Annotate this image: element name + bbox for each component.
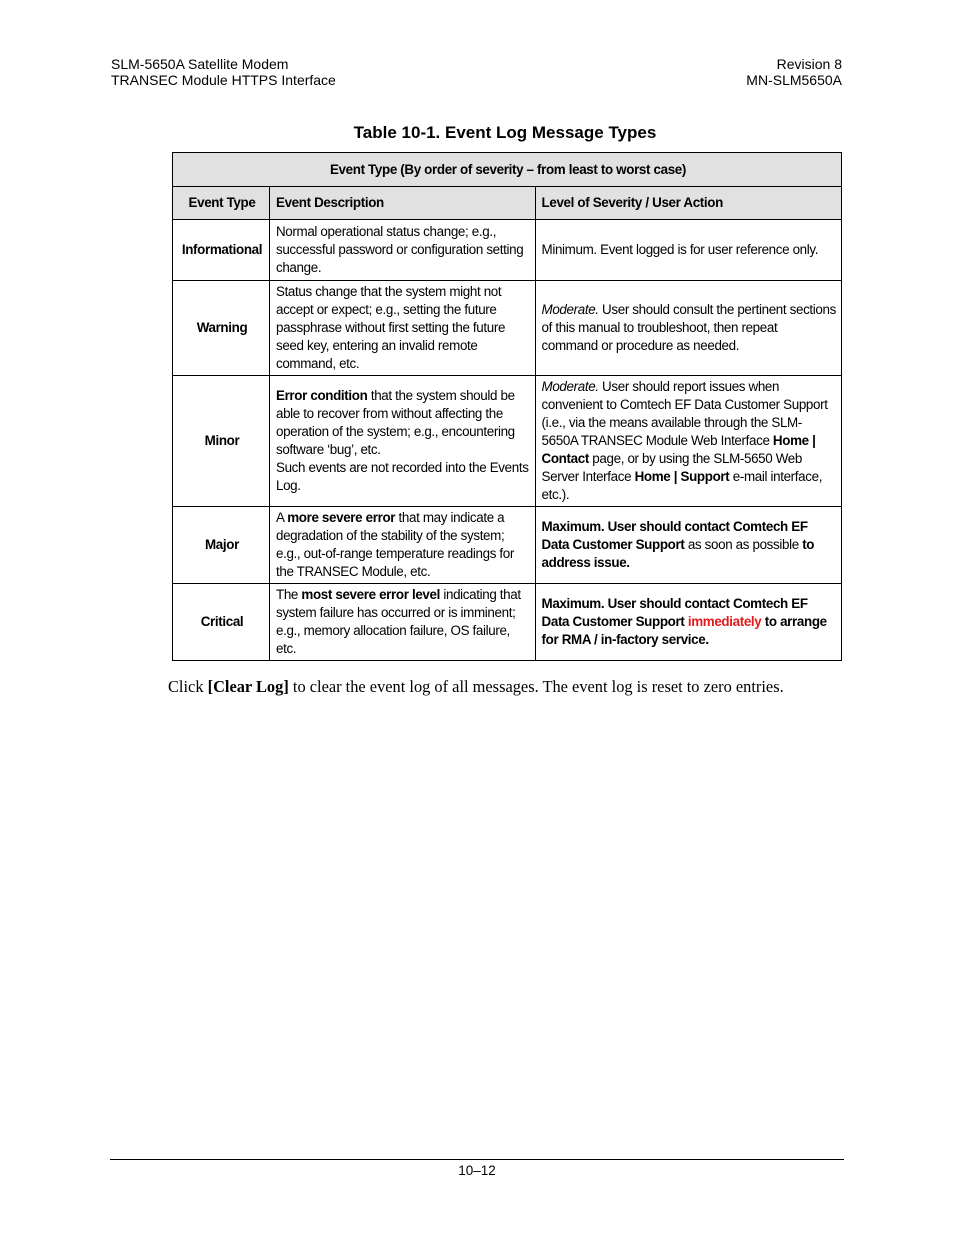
description-emphasis: more severe error	[287, 510, 396, 525]
description-text: A	[275, 510, 288, 525]
running-header-left	[111, 56, 336, 88]
description-text: The	[275, 587, 302, 602]
description-text: indicating that system failure has occurred or is imminent; e.g., memory allocation failure, OS failure, etc.	[275, 587, 521, 656]
event-type-cell: Major	[173, 507, 270, 584]
severity-action-text: User should report issues when convenient to Comtech EF Data Customer Support (i.e., via the means available through the SLM-5650A TRANSEC Module Web Interface	[541, 379, 828, 448]
column-header-event-type: Event Type	[173, 187, 270, 220]
severity-action-text: as soon as possible	[684, 537, 803, 552]
severity-action-cell	[535, 281, 841, 376]
table-column-headers	[173, 187, 842, 220]
severity-level-moderate: Moderate.	[541, 379, 599, 394]
severity-immediately-highlight: immediately	[687, 614, 762, 629]
event-type-cell: Warning	[173, 281, 270, 376]
running-header-right	[746, 56, 842, 88]
description-text: that may indicate a degradation of the stability of the system; e.g., out-of-range temperature readings for the TRANSEC Module, etc.	[275, 510, 515, 579]
description-text: that the system should be able to recover from without affecting the operation of the system; e.g., encountering software ‘bug’, etc.	[275, 388, 515, 457]
event-log-table	[172, 152, 842, 661]
event-type-cell: Informational	[173, 220, 270, 281]
menu-path-home-contact: Home | Contact	[541, 433, 816, 466]
event-type-cell: Minor	[173, 376, 270, 507]
severity-action-emphasis: to arrange for RMA / in-factory service.	[541, 614, 827, 647]
table-row	[173, 507, 842, 584]
header-revision: Revision 8	[776, 56, 842, 72]
event-description-cell: Status change that the system might not accept or expect; e.g., setting the future passphrase without first setting the future seed key, entering an invalid remote command, etc.	[269, 281, 535, 376]
menu-path-home-support: Home | Support	[634, 469, 730, 484]
severity-action-cell	[535, 584, 841, 661]
severity-action-emphasis: Maximum. User should contact Comtech EF Data Customer Support	[541, 519, 808, 552]
severity-action-text: page, or by using the SLM-5650 Web Server Interface	[541, 451, 802, 484]
severity-action-cell: Minimum. Event logged is for user reference only.	[535, 220, 841, 281]
severity-level-moderate: Moderate.	[541, 302, 599, 317]
table-row	[173, 376, 842, 507]
instruction-text: Click	[168, 677, 208, 696]
event-description-cell	[269, 584, 535, 661]
event-description-cell	[269, 507, 535, 584]
description-emphasis: most severe error level	[301, 587, 440, 602]
page-number: 10–12	[458, 1163, 496, 1178]
table-group-header: Event Type (By order of severity – from least to worst case)	[173, 153, 842, 187]
instruction-text: to clear the event log of all messages. The event log is reset to zero entries.	[288, 677, 784, 696]
table-row	[173, 220, 842, 281]
column-header-severity-action: Level of Severity / User Action	[535, 187, 841, 220]
description-emphasis: Error condition	[275, 388, 368, 403]
severity-action-text: e-mail interface, etc.).	[541, 469, 823, 502]
header-product-title: SLM-5650A Satellite Modem	[111, 56, 289, 72]
clear-log-button-reference: [Clear Log]	[207, 677, 289, 696]
header-doc-number: MN-SLM5650A	[746, 72, 842, 88]
severity-action-emphasis: Maximum. User should contact Comtech EF Data Customer Support	[541, 596, 808, 629]
table-caption: Table 10-1. Event Log Message Types	[353, 123, 657, 142]
description-note: Such events are not recorded into the Events Log.	[275, 460, 529, 493]
table-row	[173, 584, 842, 661]
event-type-cell: Critical	[173, 584, 270, 661]
header-section-title: TRANSEC Module HTTPS Interface	[111, 72, 336, 88]
severity-action-cell	[535, 376, 841, 507]
table-row	[173, 281, 842, 376]
severity-action-emphasis: to address issue.	[541, 537, 815, 570]
event-description-cell: Normal operational status change; e.g., successful password or configuration setting change.	[269, 220, 535, 281]
clear-log-instruction	[168, 677, 784, 697]
severity-action-cell	[535, 507, 841, 584]
event-description-cell	[269, 376, 535, 507]
column-header-event-description: Event Description	[269, 187, 535, 220]
footer-divider	[110, 1159, 844, 1160]
severity-action-text: User should consult the pertinent sections of this manual to troubleshoot, then repeat command or procedure as needed.	[541, 302, 836, 353]
